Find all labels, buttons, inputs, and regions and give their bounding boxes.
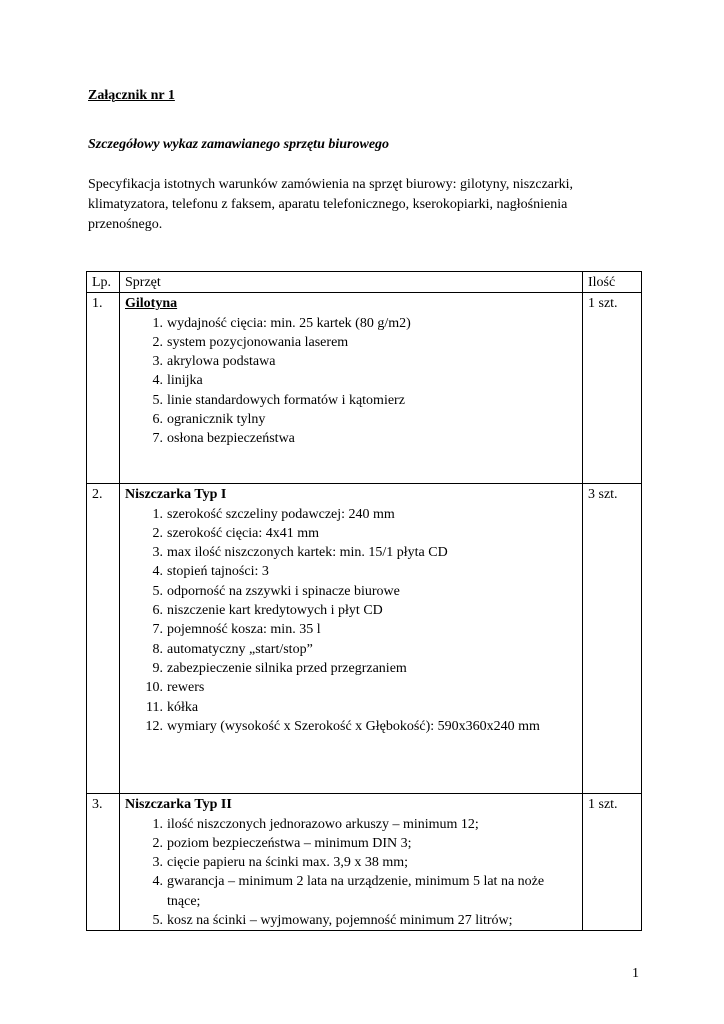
header-quantity: Ilość [583, 272, 642, 293]
spec-item: 3. akrylowa podstawa [152, 354, 276, 370]
spec-item: 3. cięcie papieru na ścinki max. 3,9 x 38 mm; [152, 855, 409, 871]
header-equipment: Sprzęt [120, 272, 583, 293]
header-lp: Lp. [87, 272, 120, 293]
spec-item: 2. szerokość cięcia: 4x41 mm [152, 525, 320, 541]
table-header-row [87, 272, 642, 293]
equipment-name: Niszczarka Typ II [125, 797, 232, 813]
spec-item: 2. poziom bezpieczeństwa – minimum DIN 3; [152, 835, 412, 851]
document-subtitle: Szczegółowy wykaz zamawianego sprzętu biurowego [88, 137, 390, 152]
spec-item: 5. linie standardowych formatów i kątomierz [152, 392, 405, 408]
spec-item: 6. niszczenie kart kredytowych i płyt CD [152, 603, 383, 619]
spec-item: 10. rewers [145, 680, 205, 696]
spec-item: 8. automatyczny „start/stop” [152, 641, 313, 657]
spec-item: 11. kółka [146, 699, 199, 715]
spec-item: 3. max ilość niszczonych kartek: min. 15/1 płyta CD [152, 545, 448, 561]
row-quantity: 1 szt. [583, 794, 642, 931]
spec-item: 1. ilość niszczonych jednorazowo arkuszy – minimum 12; [152, 816, 479, 832]
attachment-heading: Załącznik nr 1 [88, 88, 175, 103]
spec-list [125, 815, 577, 931]
table-row [87, 293, 642, 484]
row-number: 2. [87, 484, 120, 794]
equipment-table [86, 271, 642, 931]
equipment-name: Niszczarka Typ I [125, 487, 227, 503]
row-number: 1. [87, 293, 120, 484]
spec-list [125, 314, 577, 449]
spec-item: 9. zabezpieczenie silnika przed przegrzaniem [152, 660, 407, 676]
intro-paragraph: Specyfikacja istotnych warunków zamówienia na sprzęt biurowy: gilotyny, niszczarki, klimatyzatora, telefonu z faksem, aparatu telefonicznego, kserokopiarki, nagłośnienia przenośnego. [88, 177, 574, 232]
spec-item: 7. pojemność kosza: min. 35 l [152, 622, 321, 638]
page-number: 1 [632, 966, 639, 981]
row-quantity: 1 szt. [583, 293, 642, 484]
spec-item: 4. gwarancja – minimum 2 lata na urządzenie, minimum 5 lat na noże tnące; [152, 874, 545, 909]
spec-item: 2. system pozycjonowania laserem [152, 334, 349, 350]
spec-item: 1. wydajność cięcia: min. 25 kartek (80 g/m2) [152, 315, 411, 331]
table-row [87, 794, 642, 931]
row-equipment [120, 293, 583, 484]
spec-item: 6. ogranicznik tylny [152, 412, 266, 428]
spec-item: 4. linijka [152, 373, 203, 389]
row-equipment [120, 484, 583, 794]
row-quantity: 3 szt. [583, 484, 642, 794]
equipment-name: Gilotyna [125, 296, 178, 312]
spec-item: 7. osłona bezpieczeństwa [152, 431, 295, 447]
spec-list [125, 505, 577, 737]
row-number: 3. [87, 794, 120, 931]
spec-item: 1. szerokość szczeliny podawczej: 240 mm [152, 506, 395, 522]
spec-item: 4. stopień tajności: 3 [152, 564, 269, 580]
spec-item: 5. odporność na zszywki i spinacze biurowe [152, 583, 400, 599]
table-row [87, 484, 642, 794]
row-equipment [120, 794, 583, 931]
spec-item: 5. kosz na ścinki – wyjmowany, pojemność minimum 27 litrów; [152, 913, 513, 929]
spec-item: 12. wymiary (wysokość x Szerokość x Głębokość): 590x360x240 mm [145, 718, 540, 734]
